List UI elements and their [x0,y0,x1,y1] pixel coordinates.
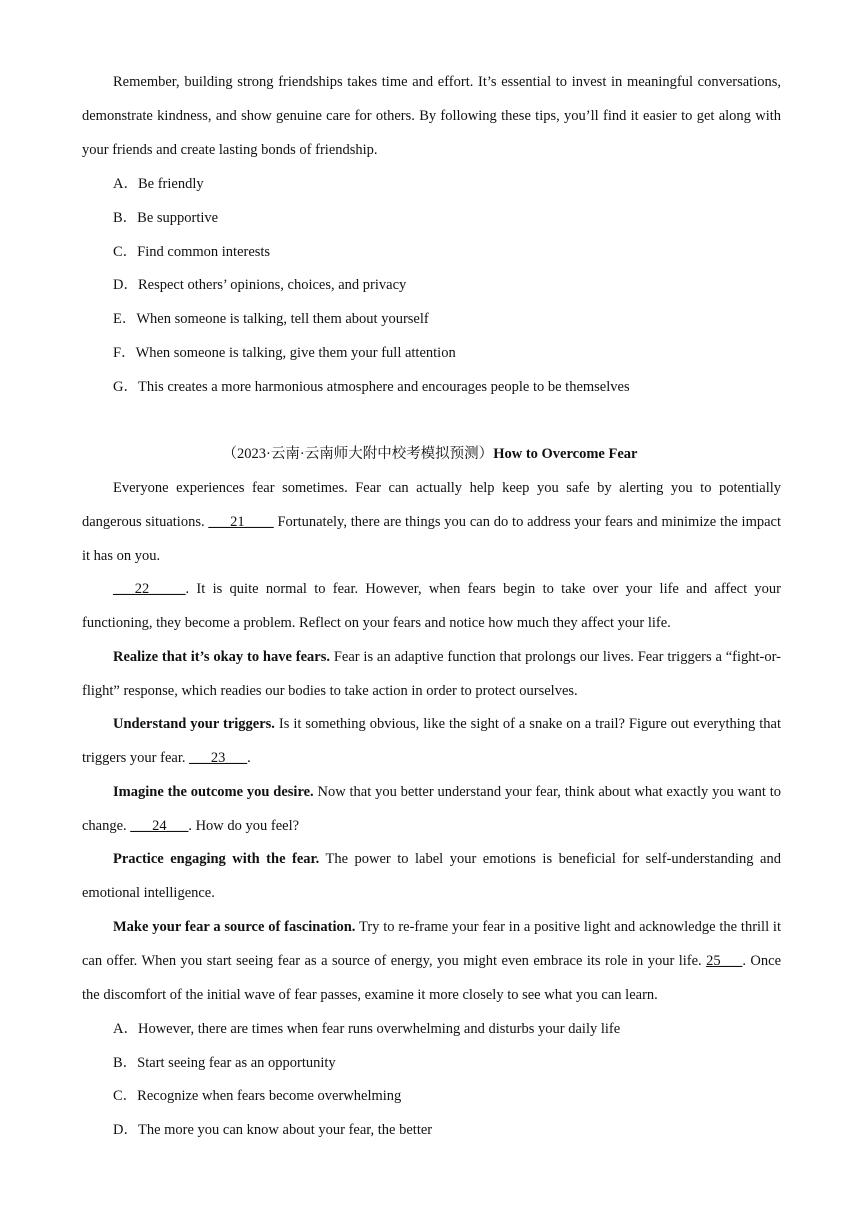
option-b-part2: B．Start seeing fear as an opportunity [113,1055,336,1071]
paragraph-2: ___22_____. It is quite normal to fear. However, when fears begin to take over your life and affect your functioning, they become a problem. Reflect on your fears and notice how much they affect your life. [82,581,781,631]
blank-25: 25___ [706,953,743,969]
option-c-part2: C．Recognize when fears become overwhelming [113,1088,402,1104]
option-c-part1: C．Find common interests [113,244,271,260]
option-e-part1: E．When someone is talking, tell them about yourself [113,311,429,327]
paragraph-4: Understand your triggers. Is it something obvious, like the sight of a snake on a trail? Figure out everything that triggers your fear. ___23___. [82,716,781,766]
paragraph-7: Make your fear a source of fascination. Try to re-frame your fear in a positive light and acknowledge the thrill it can offer. When you start seeing fear as a source of energy, you might even embrace its role in your life. 25___. Once the discomfort of the initial wave of fear passes, examine it more closely to see what you can learn. [82,919,781,1003]
heading-imagine: Imagine the outcome you desire. [113,784,314,800]
passage-source: （2023·云南·云南师大附中校考模拟预测） [222,446,494,462]
blank-23: ___23___ [189,750,248,766]
option-d-part2: D．The more you can know about your fear, the better [113,1122,433,1138]
passage-title [0,444,860,464]
option-g-part1: G．This creates a more harmonious atmosphere and encourages people to be themselves [113,379,630,395]
heading-realize: Realize that it’s okay to have fears. [113,649,330,665]
heading-practice: Practice engaging with the fear. [113,851,320,867]
heading-triggers: Understand your triggers. [113,716,275,732]
paragraph-5: Imagine the outcome you desire. Now that you better understand your fear, think about what exactly you want to change. ___24___. How do you feel? [82,784,781,834]
option-a-part1: A．Be friendly [113,176,204,192]
paragraph-3: Realize that it’s okay to have fears. Fear is an adaptive function that prolongs our lives. Fear triggers a “fight-or-flight” response, which readies our bodies to take action in order to protect ourselves. [82,649,781,699]
paragraph-1: Everyone experiences fear sometimes. Fear can actually help keep you safe by alerting you to potentially dangerous situations. ___21____ Fortunately, there are things you can do to address your fears and minimize the impact it has on you. [82,480,782,564]
blank-21: ___21____ [208,514,274,530]
option-b-part1: B．Be supportive [113,210,219,226]
heading-fascination: Make your fear a source of fascination. [113,919,356,935]
paragraph-6: Practice engaging with the fear. The power to label your emotions is beneficial for self-understanding and emotional intelligence. [82,851,781,901]
passage-title-text: How to Overcome Fear [493,446,638,462]
option-d-part1: D．Respect others’ opinions, choices, and privacy [113,277,407,293]
blank-24: ___24___ [130,818,189,834]
blank-22: ___22_____ [113,581,186,597]
intro-paragraph: Remember, building strong friendships takes time and effort. It’s essential to invest in meaningful conversations, demonstrate kindness, and show genuine care for others. By following these tips, you’ll find it easier to get along with your friends and create lasting bonds of friendship. [82,74,781,158]
option-a-part2: A．However, there are times when fear runs overwhelming and disturbs your daily life [113,1021,621,1037]
option-f-part1: F．When someone is talking, give them your full attention [113,345,456,361]
